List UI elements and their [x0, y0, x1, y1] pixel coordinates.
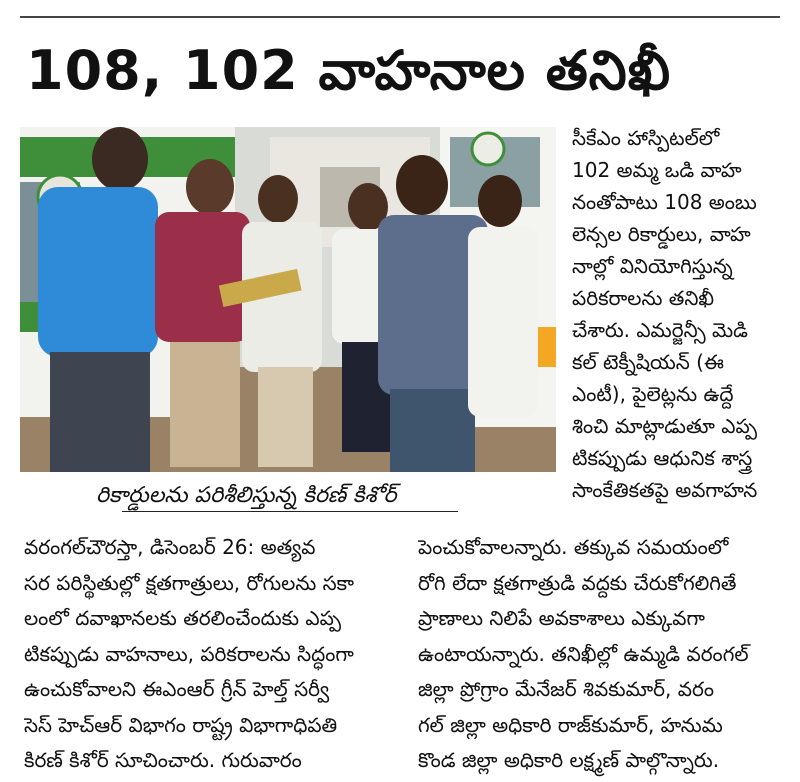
text-line: రోగి లేదా క్షతగాత్రుడి వద్దకు చేరుకోగలిగితే: [418, 570, 737, 595]
caption-underline: [122, 511, 458, 512]
text-line: నంతోపాటు 108 అంబు: [572, 190, 757, 214]
text-line: సాంకేతికతపై అవగాహన: [572, 478, 758, 502]
text-line: చేశారు. ఎమర్జెన్సీ మెడి: [572, 318, 748, 342]
text-line: ఉంటాయన్నారు. తనిఖీల్లో ఉమ్మడి వరంగల్: [418, 641, 749, 666]
photo-caption: రికార్డులను పరిశీలిస్తున్న కిరణ్ కిశోర్: [96, 483, 397, 508]
article-bottom-right-column: [418, 530, 784, 779]
text-line: నాల్లో వినియోగిస్తున్న: [572, 254, 733, 278]
text-line: పరికరాలను తనిఖీ: [572, 286, 715, 310]
text-line: గల్ జిల్లా అధికారి రాజ్‌కుమార్, హనుమ: [418, 712, 723, 737]
text-line: ఉంచుకోవాలని ఈఎంఆర్ గ్రీన్ హెల్త్ సర్వీ: [24, 677, 330, 701]
article-right-column: [572, 122, 784, 506]
text-line: శించి మాట్లాడుతూ ఎప్ప: [572, 414, 757, 438]
text-line: పెంచుకోవాలన్నారు. తక్కువ సమయంలో: [418, 535, 729, 559]
text-line: వరంగల్‌చౌరస్తా, డిసెంబర్ 26: అత్యవ: [24, 535, 316, 559]
text-line: కల్ టెక్నీషియన్ (ఈ: [572, 350, 724, 374]
news-photo: [20, 127, 556, 472]
text-line: లంలో దవాఖానలకు తరలించేందుకు ఎప్ప: [24, 606, 342, 630]
text-line: ఎంటీ), పైలెట్లను ఉద్దే: [572, 382, 734, 406]
text-line: టికప్పుడు ఆధునిక శాస్త్ర: [572, 446, 753, 470]
text-line: కిరణ్ కిశోర్ సూచించారు. గురువారం: [24, 748, 302, 772]
header-rule: [20, 16, 780, 18]
text-line: సీకేఎం హాస్పిటల్‌లో: [572, 126, 720, 150]
text-line: కొండ జిల్లా అధికారి లక్ష్మణ్ పాల్గొన్నారు.: [418, 748, 720, 772]
text-line: జిల్లా ప్రోగ్రాం మేనేజర్ శివకుమార్, వరం: [418, 677, 714, 701]
text-line: సెస్ హెచ్ఆర్ విభాగం రాష్ట్ర విభాగాధిపతి: [24, 712, 338, 737]
headline: 108, 102 వాహనాల తనిఖీ: [26, 39, 672, 102]
text-line: 102 అమ్మ ఒడి వాహ: [572, 158, 742, 182]
text-line: లెన్సల రికార్డులు, వాహ: [572, 222, 751, 246]
text-line: ప్రాణాలు నిలిపే అవకాశాలు ఎక్కువగా: [418, 606, 705, 630]
text-line: టికప్పుడు వాహనాలు, పరికరాలను సిద్ధంగా: [24, 641, 354, 666]
article-bottom-left-column: [24, 530, 396, 779]
text-line: సర పరిస్థితుల్లో క్షతగాత్రులు, రోగులను సకా: [24, 570, 355, 595]
